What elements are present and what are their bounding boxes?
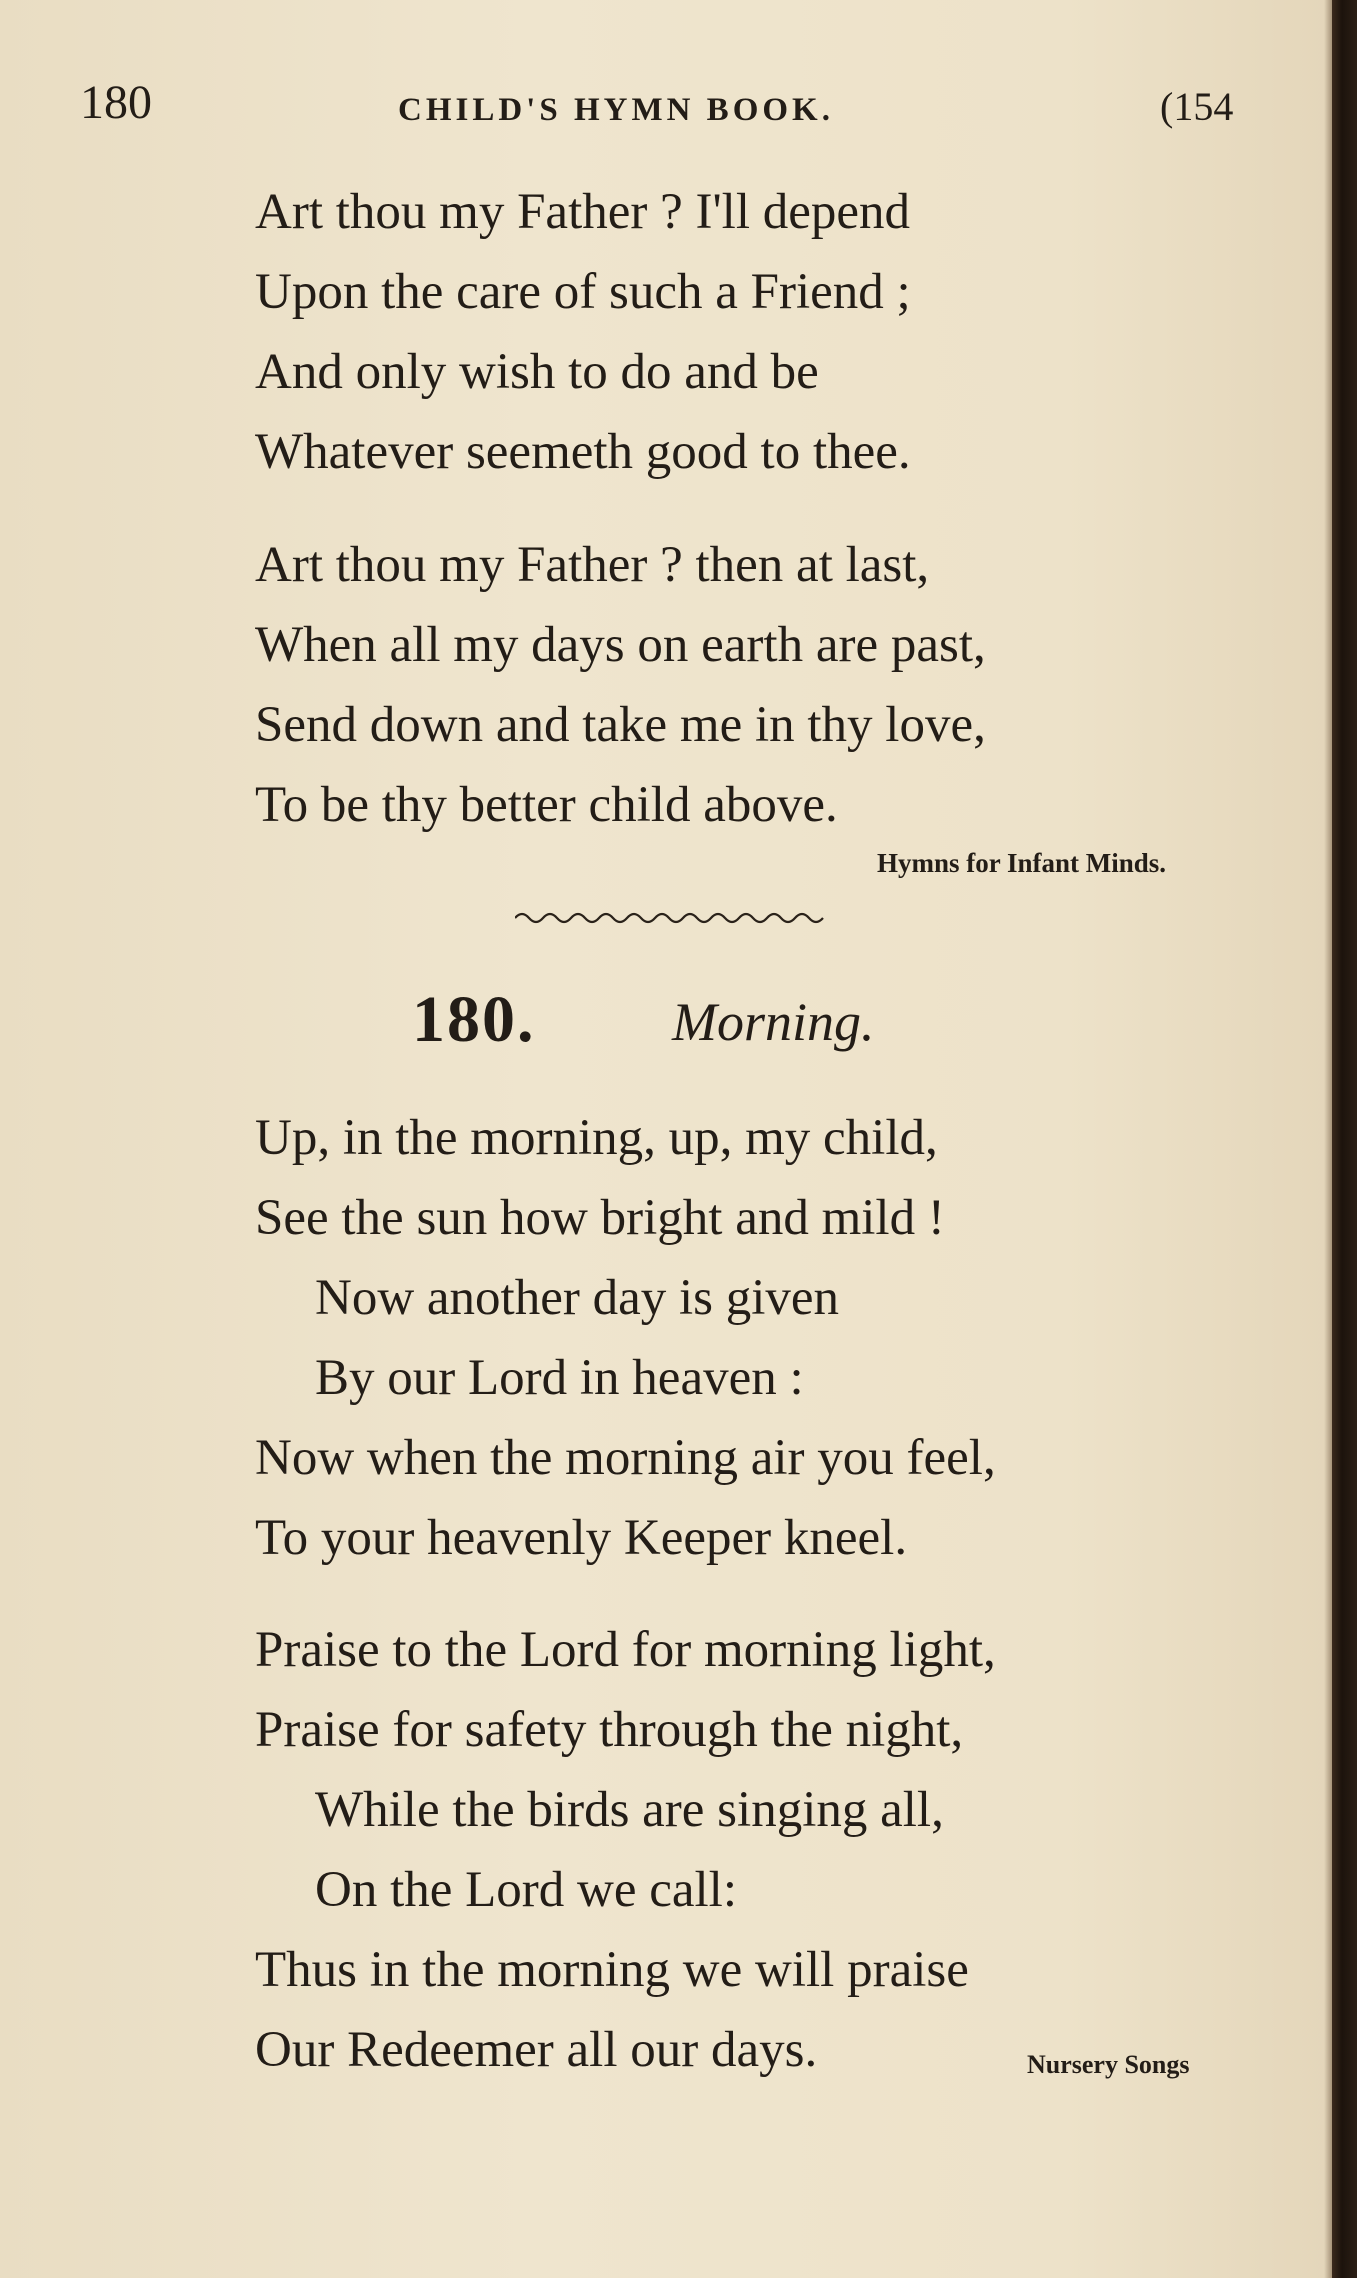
verse-line: To be thy better child above. [255, 777, 838, 833]
attribution: Nursery Songs [1027, 2050, 1190, 2079]
verse-line: When all my days on earth are past, [255, 617, 986, 673]
verse-line: Praise for safety through the night, [255, 1702, 964, 1758]
book-spine [1332, 0, 1357, 2278]
verse-line: Art thou my Father ? then at last, [255, 537, 930, 593]
page-number: 180 [80, 76, 152, 129]
hymn-title: Morning. [672, 992, 875, 1052]
page-shadow [1324, 0, 1332, 2278]
verse-line: Now when the morning air you feel, [255, 1430, 996, 1486]
margin-marker: (154 [1160, 84, 1234, 129]
verse-line: Whatever seemeth good to thee. [255, 424, 911, 480]
verse-line: To your heavenly Keeper kneel. [255, 1510, 908, 1566]
wavy-divider [515, 910, 825, 926]
verse-line: Our Redeemer all our days. [255, 2022, 818, 2078]
verse-line: Art thou my Father ? I'll depend [255, 184, 911, 240]
verse-line: By our Lord in heaven : [315, 1350, 804, 1406]
running-title: CHILD'S HYMN BOOK. [398, 92, 834, 128]
hymn-number: 180. [412, 983, 536, 1056]
verse-line: On the Lord we call: [315, 1862, 738, 1918]
verse-line: Now another day is given [315, 1270, 840, 1326]
verse-line: Thus in the morning we will praise [255, 1942, 969, 1998]
verse-line: Send down and take me in thy love, [255, 697, 986, 753]
verse-line: Up, in the morning, up, my child, [255, 1110, 938, 1166]
verse-line: Praise to the Lord for morning light, [255, 1622, 996, 1678]
verse-line: While the birds are singing all, [315, 1782, 944, 1838]
verse-line: Upon the care of such a Friend ; [255, 264, 911, 320]
verse-line: See the sun how bright and mild ! [255, 1190, 945, 1246]
verse-line: And only wish to do and be [255, 344, 819, 400]
attribution: Hymns for Infant Minds. [877, 848, 1167, 878]
